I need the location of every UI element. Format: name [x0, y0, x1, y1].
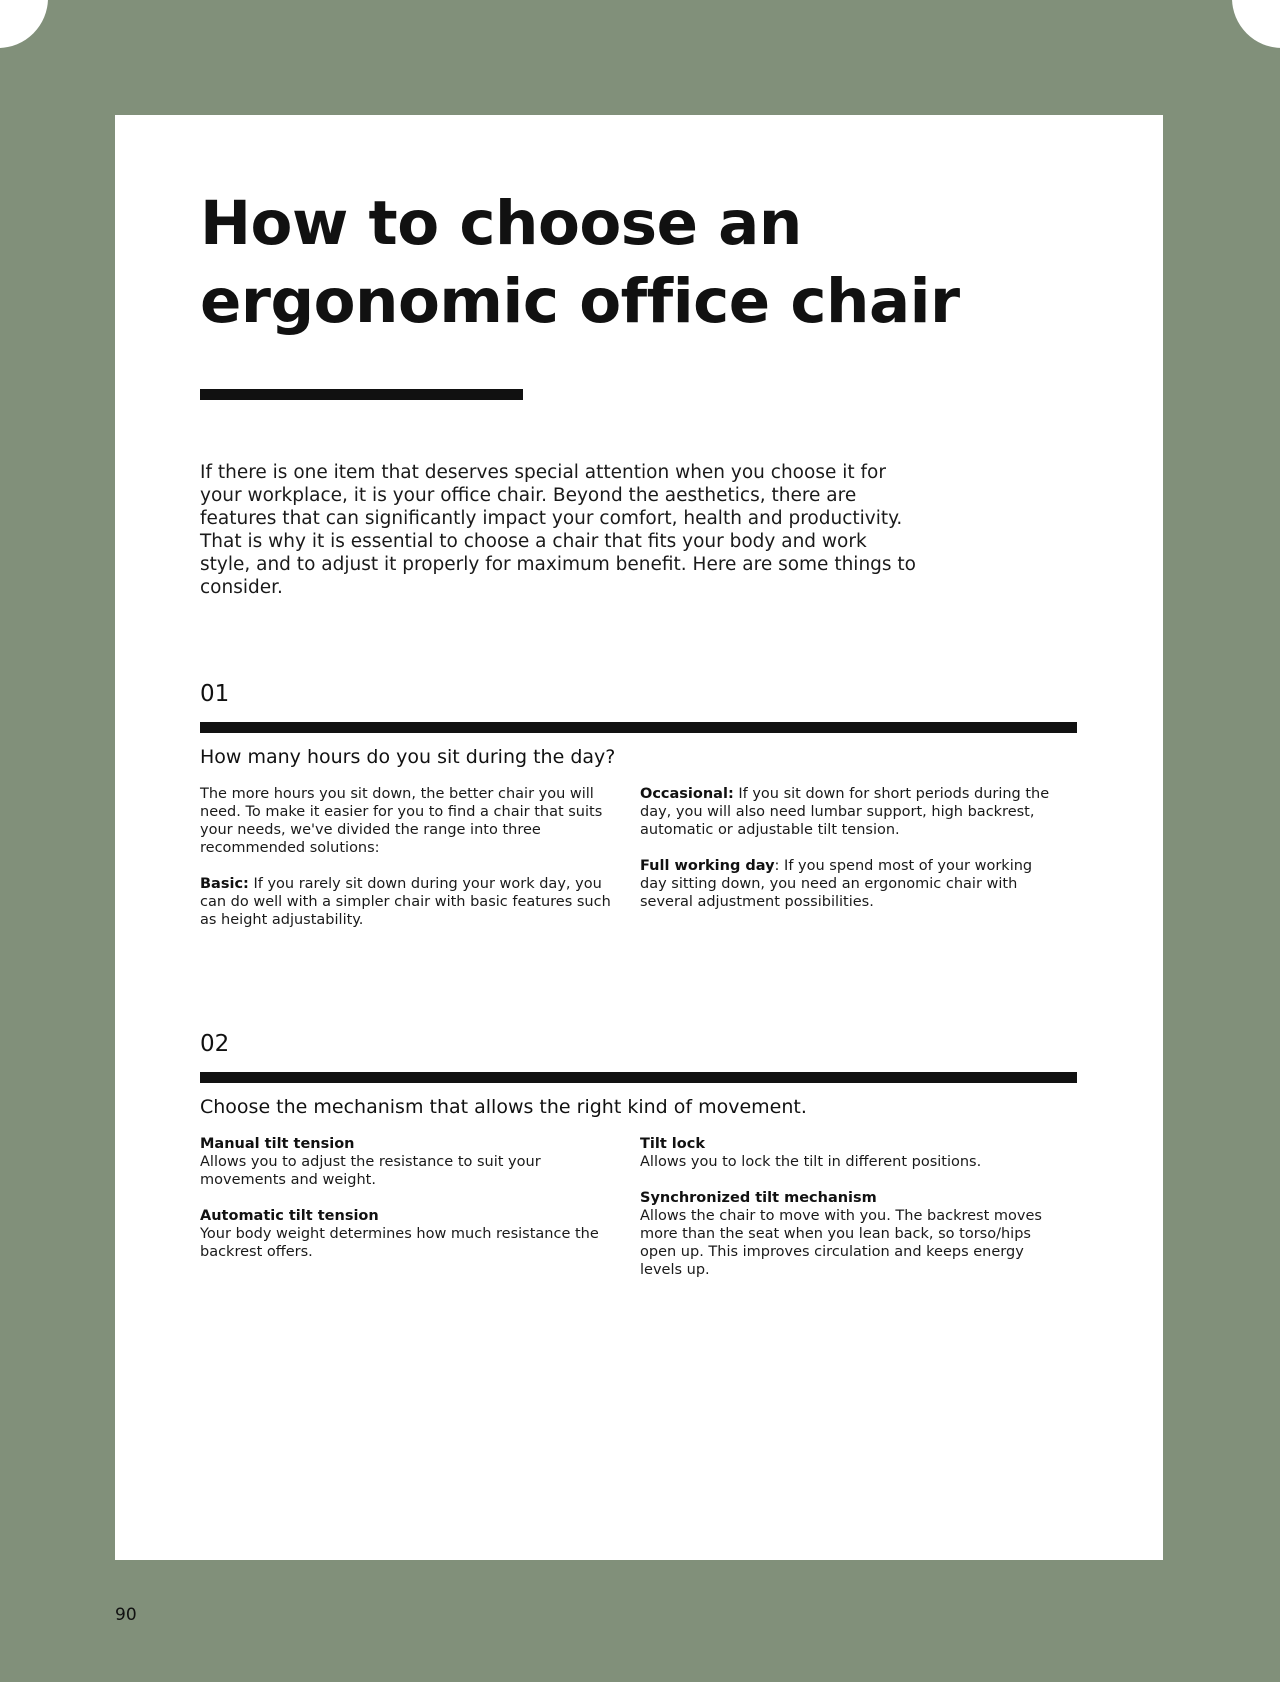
intro-paragraph: If there is one item that deserves special attention when you choose it for your workplace, it is your office chair. Beyond the aesthetics, there are features that can significantly impact your comfort, health and productivity. That is why it is essential to choose a chair that fits your body and work style, and to adjust it properly for maximum benefit. Here are some things to consider. — [200, 462, 916, 598]
occasional-solution — [640, 785, 1060, 839]
basic-solution — [200, 875, 615, 929]
section-1-right-column — [640, 785, 1060, 929]
full-day-solution — [640, 857, 1060, 911]
full-day-text: : If you spend most of your working day sitting down, you need an ergonomic chair with several adjustment possibilities. — [640, 858, 1033, 910]
page-title-line-2: ergonomic office chair — [200, 266, 960, 337]
section-1-number: 01 — [200, 681, 230, 707]
mechanism-item — [640, 1189, 1060, 1279]
mechanism-item — [200, 1207, 615, 1261]
mechanism-title: Tilt lock — [640, 1136, 705, 1152]
section-2-number: 02 — [200, 1031, 230, 1057]
page-title-line-1: How to choose an — [200, 188, 802, 259]
mechanism-title: Manual tilt tension — [200, 1136, 355, 1152]
occasional-label: Occasional: — [640, 786, 734, 802]
section-1-intro-text: The more hours you sit down, the better chair you will need. To make it easier for you to find a chair that suits your needs, we've divided the range into three recommended solutions: — [200, 786, 603, 856]
occasional-text: If you sit down for short periods during the day, you will also need lumbar support, high backrest, automatic or adjustable tilt tension. — [640, 786, 1050, 838]
section-1-left-column — [200, 785, 615, 947]
mechanism-item — [640, 1135, 1060, 1171]
page-corner-left — [0, 0, 48, 48]
mechanism-text: Allows the chair to move with you. The backrest moves more than the seat when you lean back, so torso/hips open up. This improves circulation and keeps energy levels up. — [640, 1208, 1042, 1278]
mechanism-item — [200, 1135, 615, 1189]
basic-label: Basic: — [200, 876, 249, 892]
mechanism-text: Allows you to lock the tilt in different positions. — [640, 1154, 982, 1170]
section-2-left-column — [200, 1135, 615, 1279]
mechanism-text: Your body weight determines how much resistance the backrest offers. — [200, 1226, 599, 1260]
page-number: 90 — [115, 1605, 137, 1625]
full-day-label: Full working day — [640, 858, 775, 874]
page-corner-right — [1232, 0, 1280, 48]
title-underline — [200, 389, 523, 400]
mechanism-text: Allows you to adjust the resistance to suit your movements and weight. — [200, 1154, 541, 1188]
page-title — [200, 185, 1060, 341]
section-2-rule — [200, 1072, 1077, 1083]
section-2-heading: Choose the mechanism that allows the right kind of movement. — [200, 1096, 807, 1118]
section-1-rule — [200, 722, 1077, 733]
section-2-right-column — [640, 1135, 1060, 1297]
section-1-heading: How many hours do you sit during the day? — [200, 746, 616, 768]
mechanism-title: Automatic tilt tension — [200, 1208, 379, 1224]
document-page — [115, 115, 1163, 1560]
basic-text: If you rarely sit down during your work day, you can do well with a simpler chair with basic features such as height adjustability. — [200, 876, 611, 928]
mechanism-title: Synchronized tilt mechanism — [640, 1190, 877, 1206]
